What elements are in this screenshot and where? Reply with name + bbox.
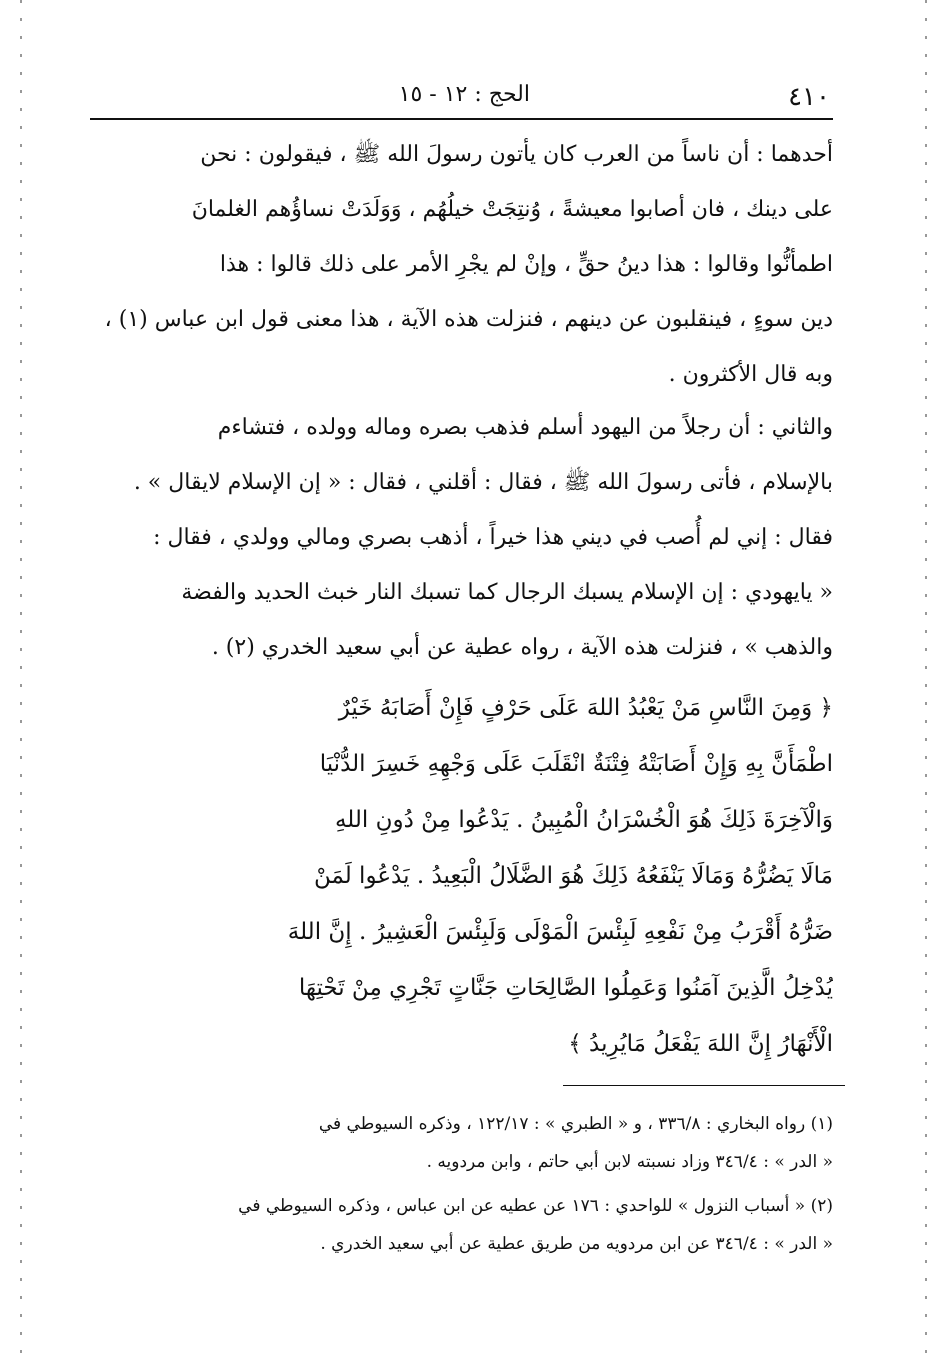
- verse-line: وَالْآخِرَةَ ذَلِكَ هُوَ الْخُسْرَانُ الْمُبِينُ . يَدْعُوا مِنْ دُونِ اللهِ: [334, 807, 833, 833]
- verse-line: يُدْخِلُ الَّذِينَ آمَنُوا وَعَمِلُوا الصَّالِحَاتِ جَنَّاتٍ تَجْرِي مِنْ تَحْتِهَا: [298, 975, 833, 1001]
- footnote-2: [95, 1187, 833, 1263]
- text-line: دين سوءٍ ، فينقلبون عن دينهم ، فنزلت هذه الآية ، هذا معنى قول ابن عباس (١) ،: [104, 307, 833, 332]
- text-line: فقال : إني لم أُصب في ديني هذا خيراً ، أذهب بصري ومالي وولدي ، فقال :: [153, 525, 833, 550]
- page-header: [95, 82, 830, 116]
- right-margin-dots: [925, 0, 927, 1366]
- header-rule: [90, 118, 833, 120]
- running-title: الحج : ١٢ - ١٥: [398, 82, 530, 107]
- footnote-line: « الدر » : ٣٤٦/٤ عن ابن مردويه من طريق عطية عن أبي سعيد الخدري .: [320, 1234, 833, 1254]
- footnote-1: [95, 1105, 833, 1181]
- text-line: على دينك ، فان أصابوا معيشةً ، وُنتِجَتْ خيلُهُم ، وَوَلَدَتْ نساؤُهم الغلمانَ: [191, 197, 833, 222]
- left-margin-dots: [20, 0, 22, 1366]
- text-line: أحدهما : أن ناساً من العرب كان يأتون رسولَ الله ﷺ ، فيقولون : نحن: [200, 142, 833, 167]
- text-line: بالإسلام ، فأتى رسولَ الله ﷺ ، فقال : أقلني ، فقال : « إن الإسلام لايقال » .: [133, 470, 833, 495]
- verse-line: مَالَا يَضُرُّهُ وَمَالَا يَنْفَعُهُ ذَلِكَ هُوَ الضَّلَالُ الْبَعِيدُ . يَدْعُوا لَمَنْ: [313, 863, 833, 889]
- paragraph-second-reason: [95, 400, 833, 675]
- page-number: ٤١٠: [788, 82, 830, 112]
- footnote-line: (١) رواه البخاري : ٣٣٦/٨ ، و « الطبري » : ١٢٢/١٧ ، وذكره السيوطي في: [318, 1114, 833, 1134]
- text-line: والذهب » ، فنزلت هذه الآية ، رواه عطية عن أبي سعيد الخدري (٢) .: [211, 635, 833, 660]
- text-line: اطمأنُّوا وقالوا : هذا دينُ حقٍّ ، وإنْ لم يجْرِ الأمر على ذلك قالوا : هذا: [219, 252, 833, 277]
- text-line: وبه قال الأكثرون .: [668, 362, 833, 387]
- footnote-line: « الدر » : ٣٤٦/٤ وزاد نسبته لابن أبي حاتم ، وابن مردويه .: [426, 1152, 833, 1172]
- text-line: « يايهودي : إن الإسلام يسبك الرجال كما تسبك النار خبث الحديد والفضة: [181, 580, 833, 605]
- text-line: والثاني : أن رجلاً من اليهود أسلم فذهب بصره وماله وولده ، فتشاءم: [217, 415, 833, 440]
- verse-line: ضَرُّهُ أَقْرَبُ مِنْ نَفْعِهِ لَبِئْسَ الْمَوْلَى وَلَبِئْسَ الْعَشِيرُ . إِنَّ اللهَ: [287, 919, 833, 945]
- verse-line: ﴿ وَمِنَ النَّاسِ مَنْ يَعْبُدُ اللهَ عَلَى حَرْفٍ فَإِنْ أَصَابَهُ خَيْرٌ: [338, 695, 833, 721]
- verse-line: الْأَنْهَارُ إِنَّ اللهَ يَفْعَلُ مَايُرِيدُ ﴾: [568, 1031, 833, 1057]
- paragraph-first-reason: [95, 127, 833, 402]
- footnote-rule: [563, 1085, 845, 1086]
- footnote-line: (٢) « أسباب النزول » للواحدي : ١٧٦ عن عطيه عن ابن عباس ، وذكره السيوطي في: [238, 1196, 833, 1216]
- quran-verse-block: [95, 680, 833, 1072]
- verse-line: اطْمَأَنَّ بِهِ وَإِنْ أَصَابَتْهُ فِتْنَةٌ انْقَلَبَ عَلَى وَجْهِهِ خَسِرَ الدُّنْيَا: [319, 751, 833, 777]
